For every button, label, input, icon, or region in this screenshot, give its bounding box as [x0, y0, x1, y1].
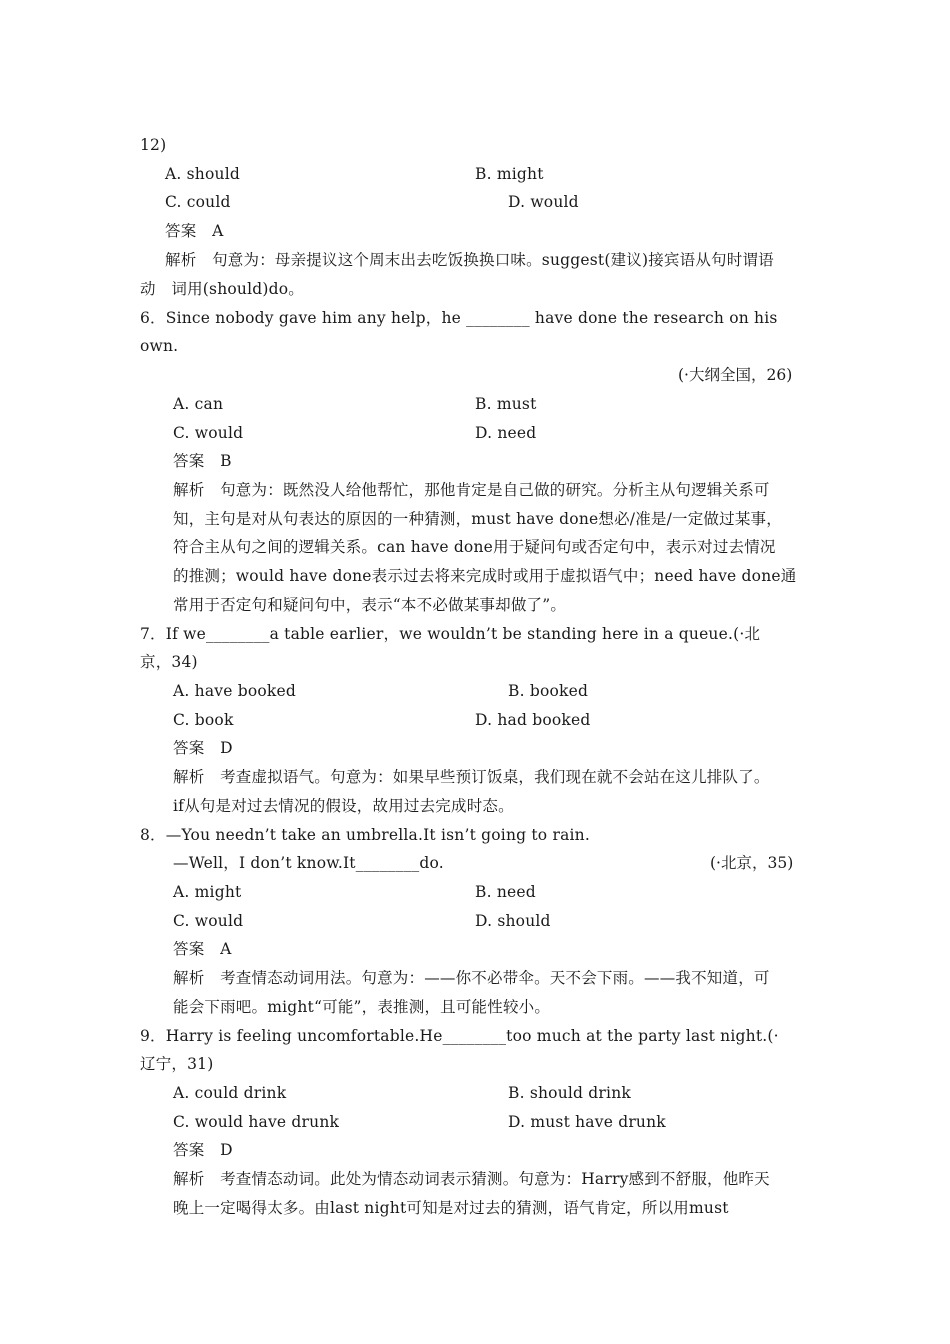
q7-option-b: B. booked — [508, 682, 589, 700]
question-9-stem-line2: 辽宁，31) — [140, 1055, 214, 1073]
q9-option-a: A. could drink — [173, 1084, 287, 1102]
q8-source: (·北京，35) — [710, 854, 794, 872]
q7-explanation-line2: if从句是对过去情况的假设，故用过去完成时态。 — [173, 797, 514, 815]
q8-option-a: A. might — [173, 883, 242, 901]
q7-explanation-line1: 解析 考查虚拟语气。句意为：如果早些预订饭桌，我们现在就不会站在这儿排队了。 — [173, 768, 770, 786]
q6-explanation-line3: 符合主从句之间的逻辑关系。can have done用于疑问句或否定句中，表示对过去情况 — [173, 538, 776, 556]
question-9-stem-line1: 9．Harry is feeling uncomfortable.He________too much at the party last night.(· — [140, 1027, 779, 1045]
q8-option-c: C. would — [173, 912, 244, 930]
q5-option-c: C. could — [165, 193, 231, 211]
q6-option-d: D. need — [475, 424, 537, 442]
q6-explanation-line4: 的推测；would have done表示过去将来完成时或用于虚拟语气中；need have done通 — [173, 567, 797, 585]
q6-explanation-line1: 解析 句意为：既然没人给他帮忙，那他肯定是自己做的研究。分析主从句逻辑关系可 — [173, 481, 770, 499]
q5-explanation-line2: 动 词用(should)do。 — [140, 280, 304, 298]
q7-option-d: D. had booked — [475, 711, 591, 729]
question-7-stem-line2: 京，34) — [140, 653, 198, 671]
q7-option-a: A. have booked — [173, 682, 297, 700]
q9-option-c: C. would have drunk — [173, 1113, 340, 1131]
q8-option-d: D. should — [475, 912, 551, 930]
q6-explanation-line5: 常用于否定句和疑问句中，表示“本不必做某事却做了”。 — [173, 596, 567, 614]
q8-option-b: B. need — [475, 883, 536, 901]
q6-answer: 答案 B — [173, 452, 232, 470]
question-6-stem-line2: own. — [140, 337, 179, 355]
q9-option-d: D. must have drunk — [508, 1113, 666, 1131]
q5-explanation-line1: 解析 句意为：母亲提议这个周末出去吃饭换换口味。suggest(建议)接宾语从句时谓语 — [165, 251, 774, 269]
q5-option-d: D. would — [508, 193, 579, 211]
question-8-stem-line1: 8．—You needn’t take an umbrella.It isn’t going to rain. — [140, 826, 590, 844]
q7-answer: 答案 D — [173, 739, 233, 757]
q8-explanation-line2: 能会下雨吧。might“可能”，表推测，且可能性较小。 — [173, 998, 551, 1016]
q8-explanation-line1: 解析 考查情态动词用法。句意为：——你不必带伞。天不会下雨。——我不知道，可 — [173, 969, 770, 987]
q5-option-a: A. should — [165, 165, 240, 183]
q7-option-c: C. book — [173, 711, 234, 729]
q9-option-b: B. should drink — [508, 1084, 631, 1102]
q6-option-c: C. would — [173, 424, 244, 442]
q9-explanation-line2: 晚上一定喝得太多。由last night可知是对过去的猜测，语气肯定，所以用must — [173, 1199, 729, 1217]
question-6-stem-line1: 6．Since nobody gave him any help，he ________ have done the research on his — [140, 309, 778, 327]
question-7-stem-line1: 7．If we________a table earlier，we wouldn’t be standing here in a queue.(·北 — [140, 625, 761, 643]
q6-option-a: A. can — [173, 395, 224, 413]
q8-answer: 答案 A — [173, 940, 232, 958]
q9-answer: 答案 D — [173, 1141, 233, 1159]
q5-option-b: B. might — [475, 165, 544, 183]
q6-source: (·大纲全国，26) — [678, 366, 793, 384]
q6-explanation-line2: 知，主句是对从句表达的原因的一种猜测，must have done想必/准是/一定做过某事， — [173, 510, 782, 528]
q9-explanation-line1: 解析 考查情态动词。此处为情态动词表示猜测。句意为：Harry感到不舒服，他昨天 — [173, 1170, 770, 1188]
q6-option-b: B. must — [475, 395, 537, 413]
question-5-source-tail: 12) — [140, 136, 167, 154]
question-8-stem-line2: —Well，I don’t know.It________do. — [173, 854, 444, 872]
q5-answer: 答案 A — [165, 222, 224, 240]
